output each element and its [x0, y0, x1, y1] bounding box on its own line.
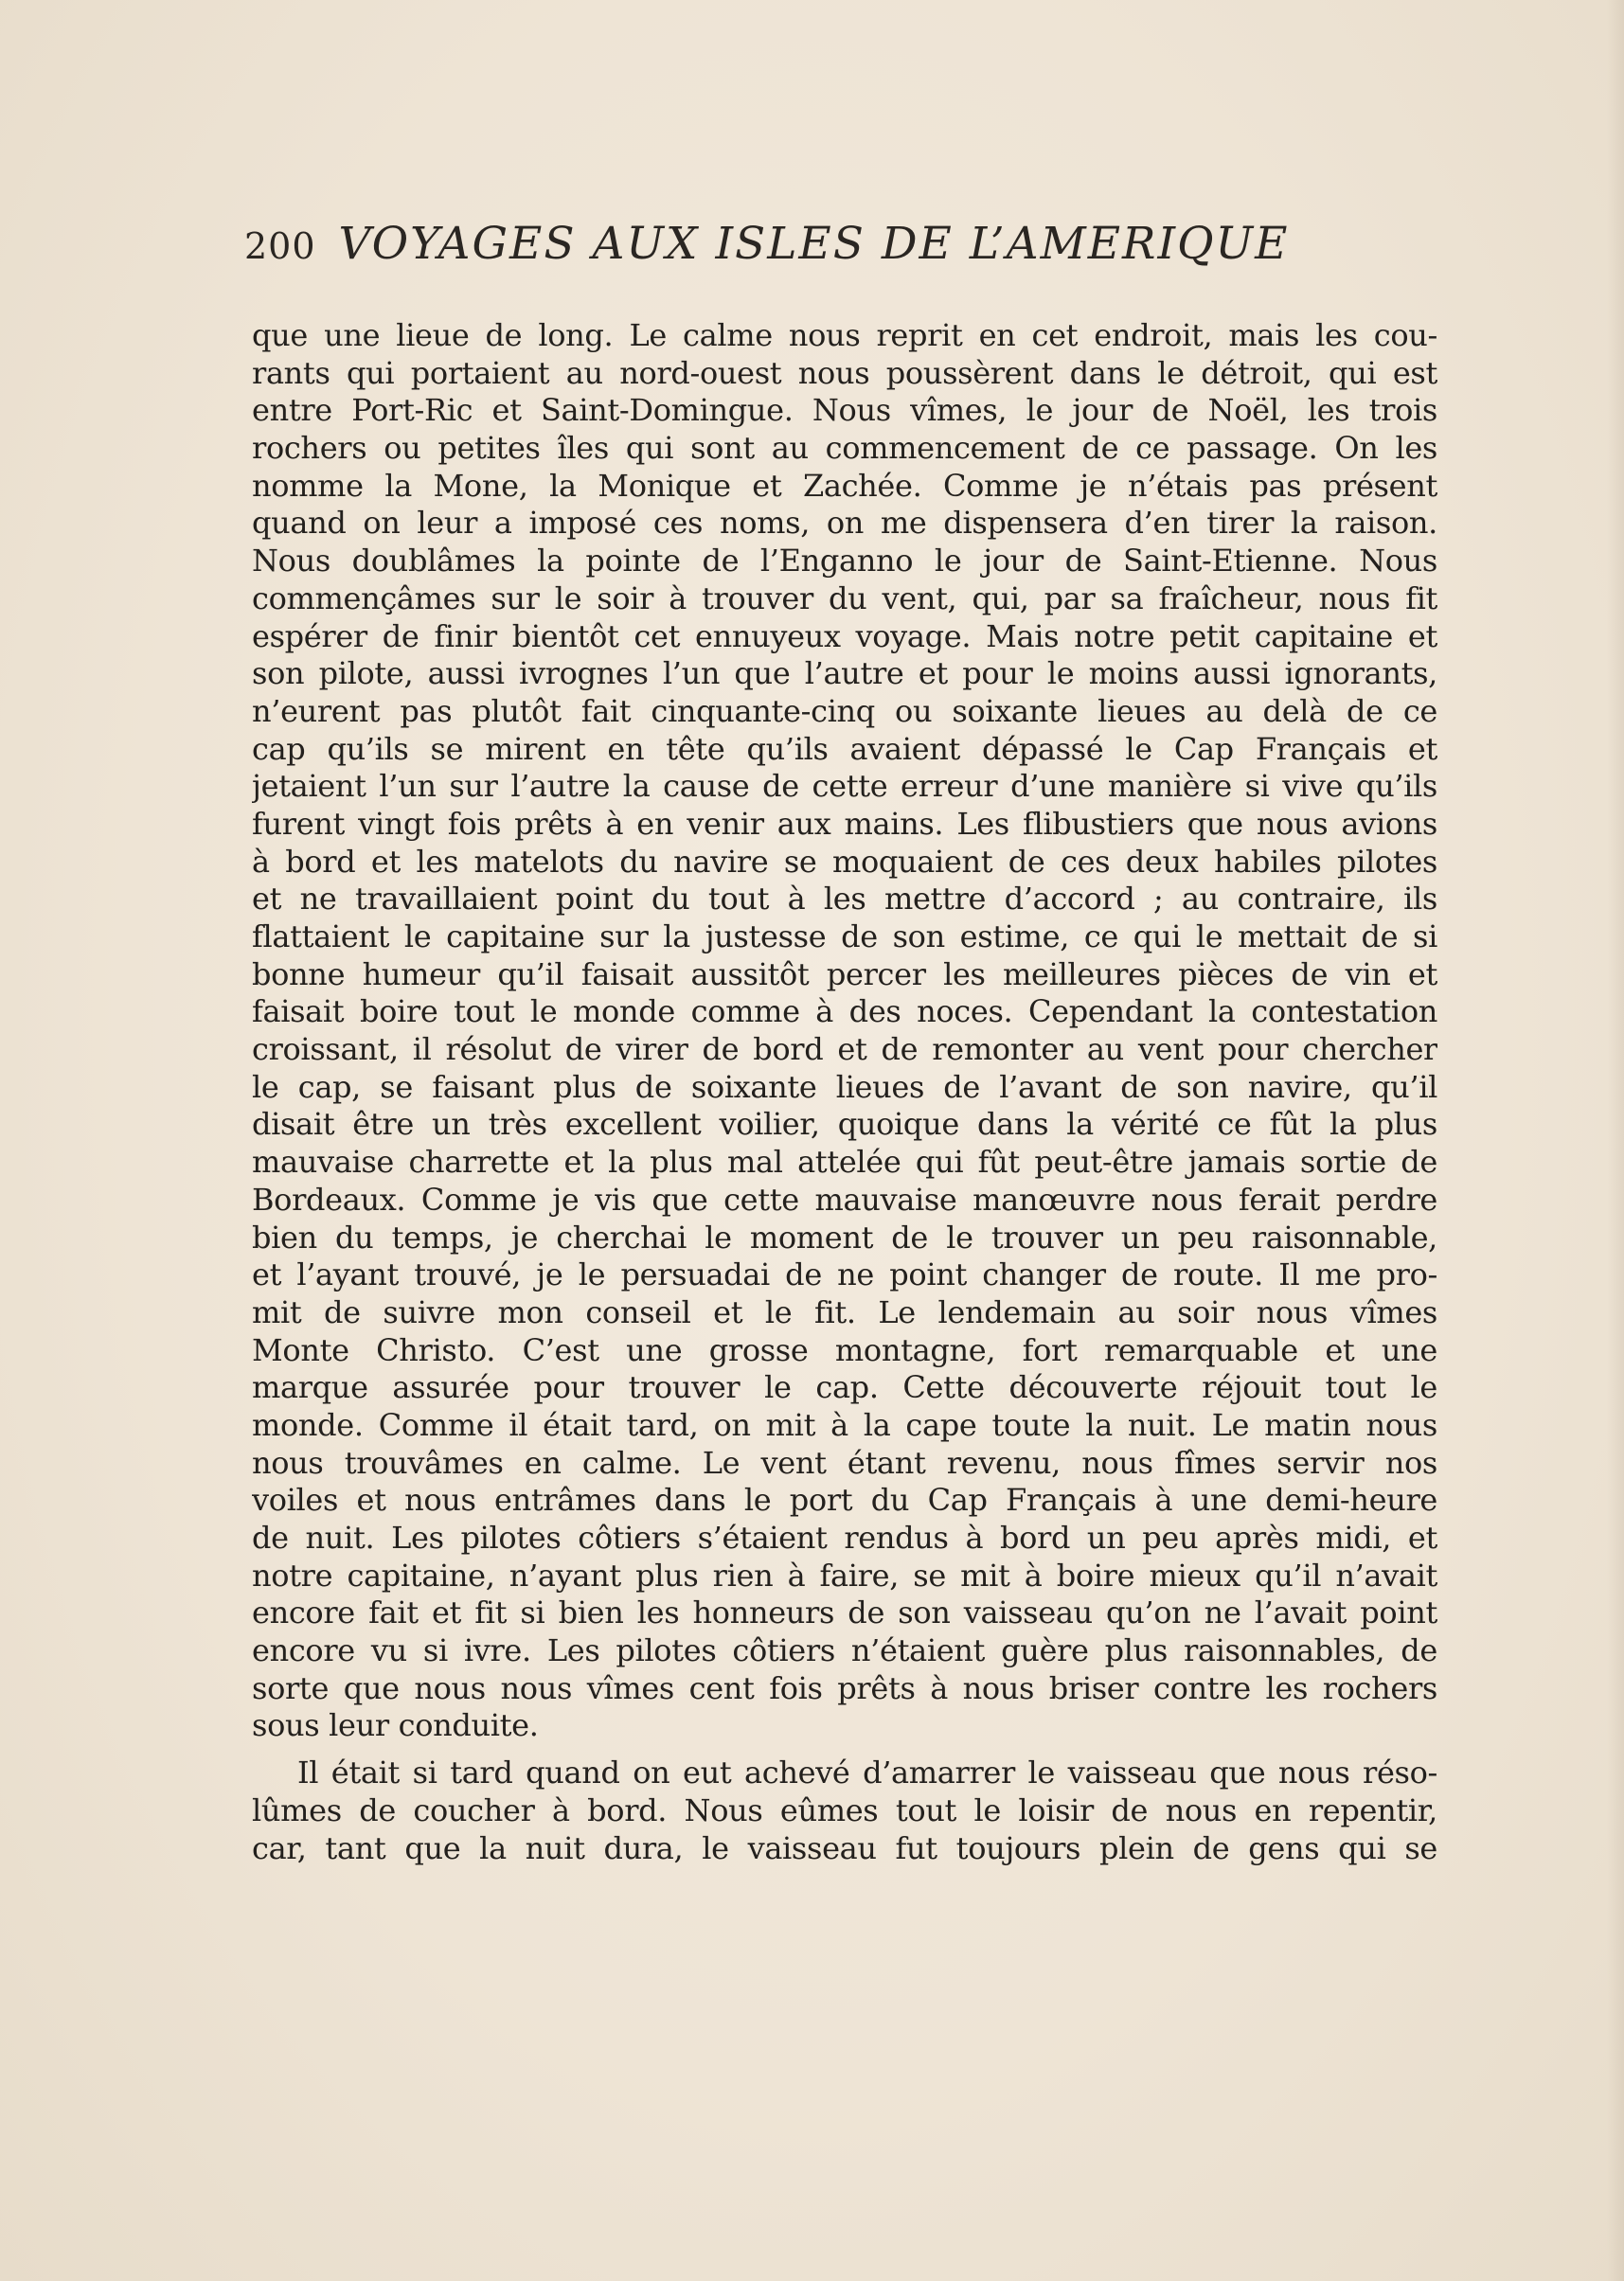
- text-line: et ne travaillaient point du tout à les mettre d’accord ; au contraire, ils: [252, 881, 1437, 918]
- text-line: cap qu’ils se mirent en tête qu’ils avaient dépassé le Cap Français et: [252, 730, 1437, 767]
- text-line: lûmes de coucher à bord. Nous eûmes tout le loisir de nous en repentir,: [252, 1791, 1437, 1828]
- text-line: bonne humeur qu’il faisait aussitôt percer les meilleures pièces de vin et: [252, 955, 1437, 992]
- text-line: bien du temps, je cherchai le moment de le trouver un peu raisonnable,: [252, 1219, 1437, 1256]
- text-line: son pilote, aussi ivrognes l’un que l’autre et pour le moins aussi ignorants,: [252, 655, 1437, 692]
- text-line: commençâmes sur le soir à trouver du vent, qui, par sa fraîcheur, nous fit: [252, 579, 1437, 616]
- text-line: croissant, il résolut de virer de bord et de remonter au vent pour chercher: [252, 1031, 1437, 1068]
- text-line: furent vingt fois prêts à en venir aux mains. Les flibustiers que nous avions: [252, 805, 1437, 842]
- text-line: que une lieue de long. Le calme nous reprit en cet endroit, mais les cou-: [252, 317, 1437, 353]
- text-line: jetaient l’un sur l’autre la cause de cette erreur d’une manière si vive qu’ils: [252, 768, 1437, 805]
- text-line: à bord et les matelots du navire se moquaient de ces deux habiles pilotes: [252, 843, 1437, 880]
- text-line: flattaient le capitaine sur la justesse de son estime, ce qui le mettait de si: [252, 918, 1437, 954]
- text-line: entre Port-Ric et Saint-Domingue. Nous vîmes, le jour de Noël, les trois: [252, 392, 1437, 429]
- book-title: VOYAGES AUX ISLES DE L’AMERIQUE: [338, 218, 1290, 270]
- text-line: Monte Christo. C’est une grosse montagne, fort remarquable et une: [252, 1331, 1437, 1368]
- text-line: Bordeaux. Comme je vis que cette mauvaise manœuvre nous ferait perdre: [252, 1181, 1437, 1218]
- text-line: Nous doublâmes la pointe de l’Enganno le jour de Saint-Etienne. Nous: [252, 543, 1437, 579]
- page-edge-shadow: [1607, 0, 1624, 2281]
- text-line: Il était si tard quand on eut achevé d’amarrer le vaisseau que nous réso-: [297, 1755, 1437, 1791]
- paragraph-2: [252, 1755, 1437, 1867]
- text-line: espérer de finir bientôt cet ennuyeux voyage. Mais notre petit capitaine et: [252, 617, 1437, 654]
- text-line: voiles et nous entrâmes dans le port du Cap Français à une demi-heure: [252, 1482, 1437, 1519]
- text-line: monde. Comme il était tard, on mit à la cape toute la nuit. Le matin nous: [252, 1406, 1437, 1443]
- text-line: encore fait et fit si bien les honneurs de son vaisseau qu’on ne l’avait point: [252, 1595, 1437, 1631]
- text-line: nous trouvâmes en calme. Le vent étant revenu, nous fîmes servir nos: [252, 1444, 1437, 1481]
- text-line: faisait boire tout le monde comme à des noces. Cependant la contestation: [252, 993, 1437, 1030]
- text-line: sous leur conduite.: [252, 1707, 539, 1744]
- text-line: le cap, se faisant plus de soixante lieues de l’avant de son navire, qu’il: [252, 1068, 1437, 1105]
- text-line: quand on leur a imposé ces noms, on me dispensera d’en tirer la raison.: [252, 505, 1437, 542]
- text-line: encore vu si ivre. Les pilotes côtiers n’étaient guère plus raisonnables, de: [252, 1632, 1437, 1669]
- text-line: n’eurent pas plutôt fait cinquante-cinq ou soixante lieues au delà de ce: [252, 692, 1437, 729]
- text-line: rochers ou petites îles qui sont au commencement de ce passage. On les: [252, 430, 1437, 467]
- text-line: de nuit. Les pilotes côtiers s’étaient rendus à bord un peu après midi, et: [252, 1520, 1437, 1556]
- text-line: notre capitaine, n’ayant plus rien à faire, se mit à boire mieux qu’il n’avait: [252, 1557, 1437, 1594]
- text-line: disait être un très excellent voilier, quoique dans la vérité ce fût la plus: [252, 1106, 1437, 1143]
- text-line: mauvaise charrette et la plus mal attelée qui fût peut-être jamais sortie de: [252, 1144, 1437, 1181]
- text-line: nomme la Mone, la Monique et Zachée. Comme je n’étais pas présent: [252, 467, 1437, 504]
- paragraph-1: [252, 317, 1437, 1745]
- text-line: marque assurée pour trouver le cap. Cette découverte réjouit tout le: [252, 1369, 1437, 1406]
- text-line: sorte que nous nous vîmes cent fois prêts à nous briser contre les rochers: [252, 1669, 1437, 1706]
- text-line: car, tant que la nuit dura, le vaisseau fut toujours plein de gens qui se: [252, 1829, 1437, 1866]
- body-text: [252, 317, 1437, 1867]
- text-line: et l’ayant trouvé, je le persuadai de ne point changer de route. Il me pro-: [252, 1256, 1437, 1293]
- text-line: mit de suivre mon conseil et le fit. Le lendemain au soir nous vîmes: [252, 1293, 1437, 1330]
- paragraph-gap: [252, 1745, 1437, 1755]
- page-number: 200: [244, 225, 316, 267]
- text-line: rants qui portaient au nord-ouest nous poussèrent dans le détroit, qui est: [252, 354, 1437, 391]
- running-head: [244, 218, 1343, 284]
